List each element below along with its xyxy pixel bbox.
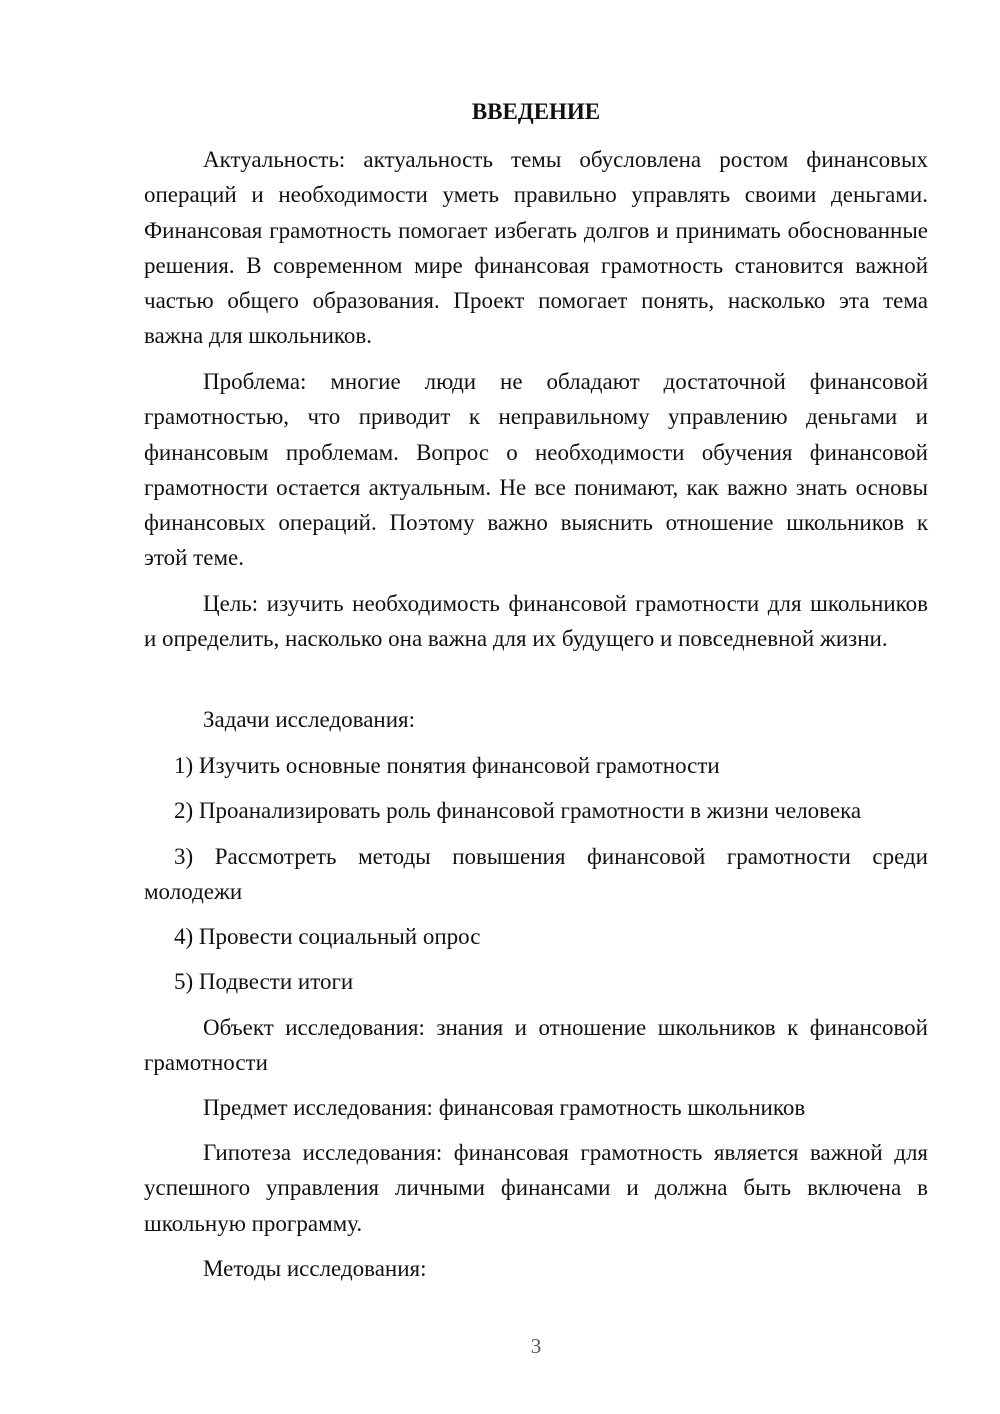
page-number: 3 <box>530 1334 542 1358</box>
task-item-1: 1) Изучить основные понятия финансовой грамотности <box>174 753 720 778</box>
tasks-heading: Задачи исследования: <box>203 707 416 732</box>
paragraph-relevance: Актуальность: актуальность темы обусловлена ростом финансовых операций и необходимости уметь правильно управлять своими деньгами. Финансовая грамотность помогает избегать долгов и принимать обоснованные решения. В современном мире финансовая грамотность становится важной частью общего образования. Проект помогает понять, насколько эта тема важна для школьников. <box>144 147 928 349</box>
paragraph-hypothesis: Гипотеза исследования: финансовая грамотность является важной для успешного управления личными финансами и должна быть включена в школьную программу. <box>144 1140 928 1236</box>
paragraph-goal: Цель: изучить необходимость финансовой грамотности для школьников и определить, насколько она важна для их будущего и повседневной жизни. <box>144 591 928 652</box>
task-item-5: 5) Подвести итоги <box>174 969 354 994</box>
task-item-3: 3) Рассмотреть методы повышения финансовой грамотности среди молодежи <box>144 844 928 905</box>
section-title: ВВЕДЕНИЕ <box>471 99 601 124</box>
methods-heading: Методы исследования: <box>203 1256 427 1281</box>
task-item-4: 4) Провести социальный опрос <box>174 924 481 949</box>
document-page <box>144 0 928 1414</box>
paragraph-subject: Предмет исследования: финансовая грамотность школьников <box>203 1095 806 1120</box>
paragraph-object: Объект исследования: знания и отношение школьников к финансовой грамотности <box>144 1015 928 1076</box>
task-item-2: 2) Проанализировать роль финансовой грамотности в жизни человека <box>174 798 862 823</box>
paragraph-problem: Проблема: многие люди не обладают достаточной финансовой грамотностью, что приводит к неправильному управлению деньгами и финансовым проблемам. Вопрос о необходимости обучения финансовой грамотности остается актуальным. Не все понимают, как важно знать основы финансовых операций. Поэтому важно выяснить отношение школьников к этой теме. <box>144 369 928 571</box>
